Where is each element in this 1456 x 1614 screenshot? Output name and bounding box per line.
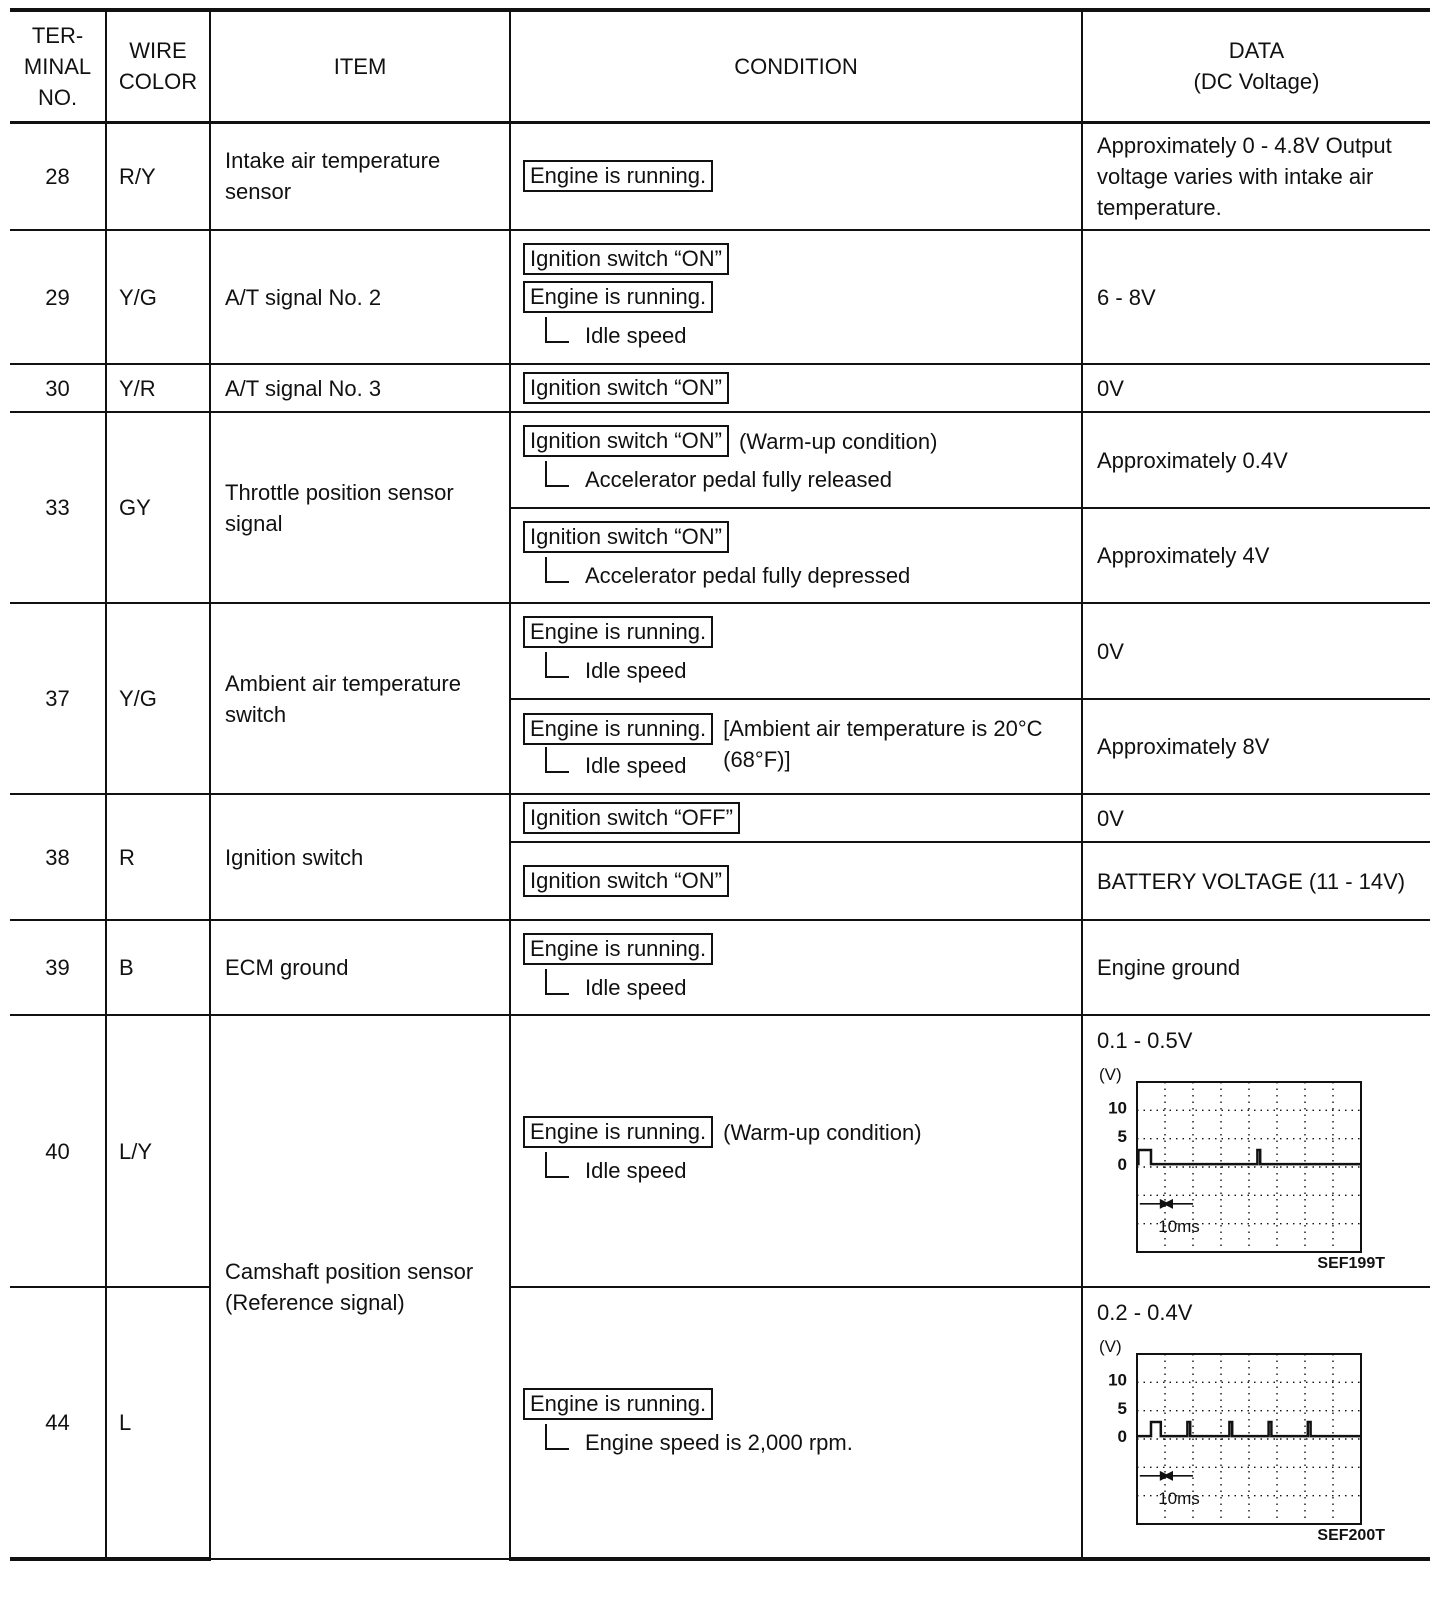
ecm-terminal-table	[10, 8, 1430, 1561]
table-row	[10, 412, 1430, 508]
branch-connector	[545, 1424, 569, 1450]
signal-trace	[1137, 1422, 1361, 1436]
data-value: 0.1 - 0.5V	[1097, 1028, 1193, 1053]
table-row	[10, 1015, 1430, 1287]
wire-color: R	[106, 794, 210, 920]
terminal-number: 29	[10, 230, 106, 364]
y-unit-label: (V)	[1099, 1065, 1122, 1084]
time-scale-label: 10ms	[1158, 1216, 1200, 1236]
data-value: 0V	[1082, 794, 1430, 842]
terminal-number: 37	[10, 603, 106, 794]
oscilloscope-waveform-sef199t	[1097, 1062, 1387, 1272]
branch-connector	[545, 461, 569, 487]
header-condition: CONDITION	[510, 10, 1082, 122]
data-cell	[1082, 1287, 1430, 1559]
time-scale-label: 10ms	[1158, 1488, 1200, 1508]
terminal-number: 38	[10, 794, 106, 920]
condition-box: Ignition switch “ON”	[523, 243, 729, 275]
item-name: A/T signal No. 3	[210, 364, 510, 412]
sub-condition: Idle speed	[585, 658, 687, 683]
condition-box: Ignition switch “ON”	[523, 372, 729, 404]
data-value: Approximately 4V	[1082, 508, 1430, 603]
data-value: Approximately 8V	[1082, 699, 1430, 794]
data-value: BATTERY VOLTAGE (11 - 14V)	[1082, 842, 1430, 920]
data-cell	[1082, 1015, 1430, 1287]
condition-box: Ignition switch “ON”	[523, 521, 729, 553]
condition-note: (Warm-up condition)	[738, 428, 938, 454]
condition-box: Engine is running.	[523, 1116, 713, 1148]
y-unit-label: (V)	[1099, 1337, 1122, 1356]
condition-cell	[510, 412, 1082, 508]
data-value: 0V	[1082, 364, 1430, 412]
condition-note: (Warm-up condition)	[723, 1119, 922, 1145]
terminal-number: 28	[10, 122, 106, 230]
wire-color: L/Y	[106, 1015, 210, 1287]
condition-cell	[510, 122, 1082, 230]
sub-condition: Engine speed is 2,000 rpm.	[585, 1429, 853, 1455]
header-item: ITEM	[210, 10, 510, 122]
table-row	[10, 122, 1430, 230]
condition-cell	[510, 1287, 1082, 1559]
data-value: 0.2 - 0.4V	[1097, 1300, 1193, 1325]
condition-cell	[510, 842, 1082, 920]
header-terminal-no: TER- MINAL NO.	[10, 10, 106, 122]
y-tick-label: 5	[1117, 1126, 1127, 1146]
branch-connector	[545, 969, 569, 995]
table-row	[10, 794, 1430, 842]
terminal-number: 39	[10, 920, 106, 1015]
wire-color: L	[106, 1287, 210, 1559]
table-row	[10, 603, 1430, 699]
condition-cell	[510, 603, 1082, 699]
table-row	[10, 364, 1430, 412]
sub-condition: Accelerator pedal fully released	[585, 467, 892, 492]
header-data: DATA (DC Voltage)	[1082, 10, 1430, 122]
y-tick-label: 5	[1117, 1398, 1127, 1418]
oscilloscope-waveform-sef200t	[1097, 1334, 1387, 1544]
table-row	[10, 230, 1430, 364]
condition-box: Engine is running.	[523, 1388, 713, 1420]
wire-color: Y/G	[106, 603, 210, 794]
condition-box: Engine is running.	[523, 933, 713, 965]
item-name: Throttle position sensor signal	[210, 412, 510, 603]
sub-condition: Accelerator pedal fully depressed	[585, 562, 911, 588]
condition-cell	[510, 920, 1082, 1015]
condition-note: [Ambient air temperature is 20°C (68°F)]	[723, 715, 1043, 772]
condition-box: Ignition switch “ON”	[523, 425, 729, 457]
branch-connector	[545, 317, 569, 343]
terminal-number: 40	[10, 1015, 106, 1287]
y-tick-label: 0	[1117, 1155, 1127, 1175]
y-tick-label: 10	[1108, 1098, 1127, 1118]
figure-code: SEF200T	[1317, 1527, 1385, 1544]
terminal-number: 44	[10, 1287, 106, 1559]
condition-box: Engine is running.	[523, 713, 713, 745]
sub-condition: Idle speed	[585, 323, 687, 348]
figure-code: SEF199T	[1317, 1255, 1385, 1272]
condition-cell	[510, 508, 1082, 603]
condition-cell	[510, 1015, 1082, 1287]
condition-box: Engine is running.	[523, 616, 713, 648]
wire-color: Y/G	[106, 230, 210, 364]
terminal-number: 33	[10, 412, 106, 603]
branch-connector	[545, 652, 569, 678]
wire-color: GY	[106, 412, 210, 603]
y-tick-label: 0	[1117, 1427, 1127, 1447]
sub-condition: Idle speed	[585, 1158, 687, 1183]
data-value: Approximately 0.4V	[1082, 412, 1430, 508]
item-name: A/T signal No. 2	[210, 230, 510, 364]
terminal-number: 30	[10, 364, 106, 412]
condition-box: Ignition switch “ON”	[523, 865, 729, 897]
data-value: Approximately 0 - 4.8V Output voltage varies with intake air temperature.	[1082, 122, 1430, 230]
table-header-row	[10, 10, 1430, 122]
header-wire-color: WIRE COLOR	[106, 10, 210, 122]
wire-color: B	[106, 920, 210, 1015]
condition-cell	[510, 364, 1082, 412]
item-name: Camshaft position sensor (Reference signal)	[210, 1015, 510, 1559]
branch-connector	[545, 747, 569, 773]
item-name: ECM ground	[210, 920, 510, 1015]
y-tick-label: 10	[1108, 1370, 1127, 1390]
sub-condition: Idle speed	[585, 974, 687, 1000]
signal-trace	[1137, 1150, 1361, 1164]
item-name: Ignition switch	[210, 794, 510, 920]
data-value: Engine ground	[1082, 920, 1430, 1015]
item-name: Intake air temperature sensor	[210, 122, 510, 230]
condition-box: Engine is running.	[523, 160, 713, 192]
condition-cell	[510, 794, 1082, 842]
data-value: 0V	[1082, 603, 1430, 699]
condition-box: Ignition switch “OFF”	[523, 802, 740, 834]
condition-box: Engine is running.	[523, 281, 713, 313]
wire-color: R/Y	[106, 122, 210, 230]
sub-condition: Idle speed	[585, 752, 687, 778]
item-name: Ambient air temperature switch	[210, 603, 510, 794]
condition-cell	[510, 230, 1082, 364]
table-row	[10, 920, 1430, 1015]
branch-connector	[545, 1152, 569, 1178]
wire-color: Y/R	[106, 364, 210, 412]
condition-cell	[510, 699, 1082, 794]
data-value: 6 - 8V	[1082, 230, 1430, 364]
branch-connector	[545, 557, 569, 583]
